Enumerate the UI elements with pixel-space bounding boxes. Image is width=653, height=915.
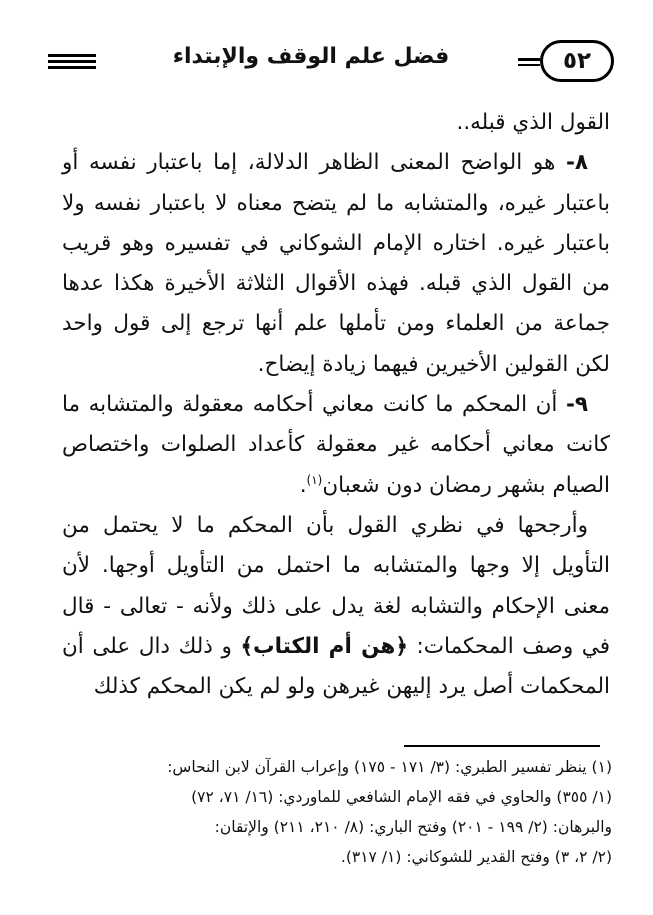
paragraph-8-text: هو الواضح المعنى الظاهر الدلالة، إما باعتبار نفسه أو باعتبار غيره، والمتشابه ما لم يتضح معناه لا باعتبار نفسه ولا باعتبار غيره. اختاره الإمام الشوكاني في تفسيره وهو قريب من القول الذي قبله. فهذه الأقوال الثلاثة الأخيرة هكذا عدها جماعة من العلماء ومن تأملها علم أنها ترجع إلى قول واحد لكن القولين الأخيرين فيهما زيادة إيضاح.: [62, 150, 610, 377]
paragraph-9-end: .: [299, 472, 307, 498]
footnote-line-4: (٢/ ٢، ٣) وفتح القدير للشوكاني: (١/ ٣١٧).: [340, 848, 612, 866]
header-rule-left-3: [48, 66, 96, 69]
conclusion-text-before: وأرجحها في نظري القول بأن المحكم ما لا يحتمل من التأويل إلا وجها والمتشابه ما احتمل من التأويل أوجها. لأن معنى الإحكام والتشابه لغة يدل على ذلك ولأنه - تعالى - قال في وصف المحكمات:: [62, 512, 610, 659]
footnote-line-2: (١/ ٣٥٥) والحاوي في فقه الإمام الشافعي للماوردي: (١٦/ ٧١، ٧٢): [191, 788, 612, 806]
header-rule-left-2: [48, 60, 96, 63]
footnote-line-1: (١) ينظر تفسير الطبري: (٣/ ١٧١ - ١٧٥) وإعراب القرآن لابن النحاس:: [167, 758, 612, 776]
quran-quote: ﴿هن أم الكتاب﴾: [240, 633, 408, 659]
intro-line: القول الذي قبله..: [456, 110, 610, 135]
paragraph-8-number: ٨-: [565, 150, 589, 176]
footnote-line-3: والبرهان: (٢/ ١٩٩ - ٢٠١) وفتح الباري: (٨/ ٢١٠، ٢١١) والإتقان:: [214, 818, 612, 836]
conclusion-text-after: و ذلك دال على أن المحكمات أصل يرد إليهن غيرهن ولو لم يكن المحكم كذلك: [62, 633, 610, 700]
main-text: [62, 103, 610, 707]
page-header: [0, 34, 653, 90]
paragraph-9-text: أن المحكم ما كانت معاني أحكامه معقولة والمتشابه ما كانت معاني أحكامه غير معقولة كأعداد الصلوات واختصاص الصيام بشهر رمضان دون شعبان: [62, 392, 610, 498]
footnotes: [52, 752, 612, 872]
paragraph-8: [62, 143, 610, 385]
page-number-text: ٥٢: [562, 48, 592, 74]
running-title: فضل علم الوقف والإبتداء: [172, 44, 450, 69]
page-number: [540, 40, 614, 82]
paragraph-9-number: ٩-: [565, 392, 588, 418]
header-rule-left-1: [48, 54, 96, 57]
footnote-ref-1[interactable]: (١): [306, 472, 323, 487]
paragraph-9: [62, 385, 610, 506]
paragraph-conclusion: [62, 506, 610, 707]
footnote-separator: [404, 745, 600, 747]
